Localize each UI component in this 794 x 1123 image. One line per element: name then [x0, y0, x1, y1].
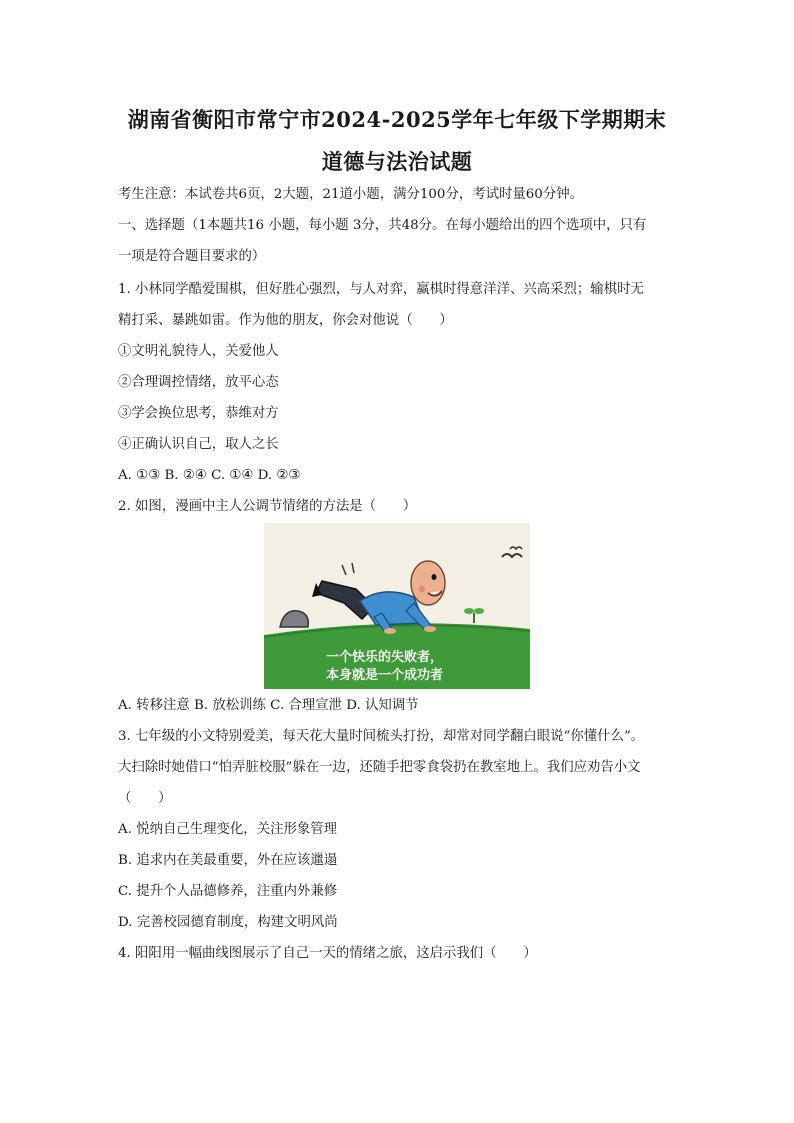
q1-statement-1: ①文明礼貌待人，关爱他人	[118, 344, 279, 359]
cartoon-caption-line1: 一个快乐的失败者，	[326, 650, 444, 665]
q3-stem-line3: （ ）	[118, 791, 172, 806]
q3-option-b: B. 追求内在美最重要，外在应该邋遢	[118, 853, 338, 868]
q1-stem-line1: 1. 小林同学酷爱围棋，但好胜心强烈，与人对弈，赢棋时得意洋洋、兴高采烈；输棋时无	[118, 282, 644, 297]
section-heading-line1: 一、选择题（1本题共16 小题，每小题 3分，共48分。在每小题给出的四个选项中，只有	[118, 218, 647, 233]
cartoon-caption-line2: 本身就是一个成功者	[326, 668, 444, 683]
q3-stem-line2: 大扫除时她借口“怕弄脏校服”躲在一边，还随手把零食袋扔在教室地上。我们应劝告小文	[118, 760, 641, 775]
q2-cartoon-image	[264, 523, 530, 689]
exam-title-line2: 道德与法治试题	[321, 149, 473, 174]
exam-notice: 考生注意：本试卷共6页，2大题，21道小题，满分100分，考试时量60分钟。	[118, 187, 584, 202]
q3-option-d: D. 完善校园德育制度，构建文明风尚	[118, 915, 338, 930]
q1-options: A. ①③ B. ②④ C. ①④ D. ②③	[118, 468, 301, 483]
q2-stem: 2. 如图，漫画中主人公调节情绪的方法是（ ）	[118, 499, 417, 514]
q4-stem: 4. 阳阳用一幅曲线图展示了自己一天的情绪之旅，这启示我们（ ）	[118, 946, 537, 961]
exam-title-line1: 湖南省衡阳市常宁市2024-2025学年七年级下学期期末	[127, 107, 667, 132]
q2-options: A. 转移注意 B. 放松训练 C. 合理宣泄 D. 认知调节	[118, 698, 419, 713]
q1-statement-4: ④正确认识自己，取人之长	[118, 437, 279, 452]
q1-statement-2: ②合理调控情绪，放平心态	[118, 375, 279, 390]
section-heading-line2: 一项是符合题目要求的）	[118, 249, 266, 264]
q1-statement-3: ③学会换位思考，恭维对方	[118, 406, 279, 421]
q3-option-c: C. 提升个人品德修养，注重内外兼修	[118, 884, 338, 899]
q3-stem-line1: 3. 七年级的小文特别爱美，每天花大量时间梳头打扮，却常对同学翻白眼说“你懂什么”。	[118, 729, 645, 744]
q1-stem-line2: 精打采、暴跳如雷。作为他的朋友，你会对他说（ ）	[118, 313, 453, 328]
q3-option-a: A. 悦纳自己生理变化，关注形象管理	[118, 822, 338, 837]
